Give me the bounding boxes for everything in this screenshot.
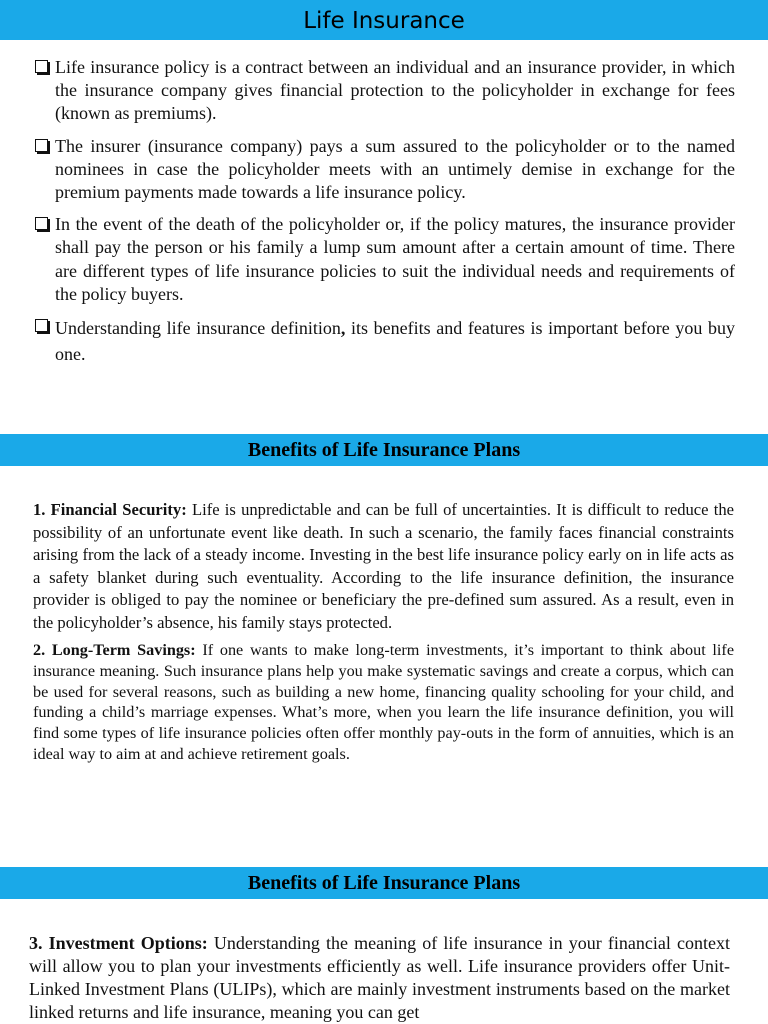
section-heading-banner (0, 867, 768, 899)
section-heading: Benefits of Life Insurance Plans (247, 439, 521, 461)
page-title-banner (0, 0, 768, 40)
section-heading-banner (0, 434, 768, 466)
bullet-text: Life insurance policy is a contract between an individual and an insurance provider, in which the insurance company gives financial protection to the policyholder in exchange for fees (known as premiums). (55, 57, 735, 124)
bullet-text-bold: , (340, 318, 346, 339)
bullet-text: The insurer (insurance company) pays a sum assured to the policyholder or to the named nominees in case the policyholder meets with an untimely demise in exchange for the premium payments made towards a life insurance policy. (55, 135, 735, 203)
benefit-heading: 3. Investment Options: (29, 933, 208, 953)
benefit-text: Understanding the meaning of life insurance in your financial context will allow you to plan your investments efficiently as well. Life insurance providers offer Unit-Linked Investment Plans (ULIPs), which are mainly investment instruments based on the market linked returns and life insurance, meaning you can get (29, 933, 731, 1022)
list-item (33, 213, 735, 306)
bullet-text: In the event of the death of the policyholder or, if the policy matures, the insurance provider shall pay the person or his family a lump sum amount after a certain amount of time. There are different types of life insurance policies to suit the individual needs and requirements of the policy buyers. (55, 214, 735, 304)
checkbox-bullet-icon (35, 319, 48, 332)
list-item (33, 315, 735, 367)
benefit-paragraph-financial-security (33, 499, 734, 635)
benefit-heading: 2. Long-Term Savings: (33, 641, 196, 659)
checkbox-bullet-icon (35, 60, 48, 73)
benefit-text: If one wants to make long-term investments, it’s important to think about life insurance meaning. Such insurance plans help you make systematic savings and create a corpus, which can be used for several reasons, such as building a new home, financing quality schooling for your child, and funding a child’s marriage expenses. What’s more, when you learn the life insurance definition, you will find some types of life insurance policies often offer monthly pay-outs in the form of annuities, which is an ideal way to aim at and achieve retirement goals. (33, 641, 735, 763)
benefit-text: Life is unpredictable and can be full of uncertainties. It is difficult to reduce the possibility of an unfortunate event like death. In such a scenario, the family faces financial constraints arising from the lack of a steady income. Investing in the best life insurance policy early on in life acts as a safety blanket during such eventuality. According to the life insurance definition, the insurance provider is obliged to pay the nominee or beneficiary the pre-defined sum assured. As a result, even in the policyholder’s absence, his family stays protected. (33, 500, 734, 632)
intro-bullet-list (33, 56, 735, 376)
section-heading: Benefits of Life Insurance Plans (247, 872, 521, 894)
list-item (33, 135, 735, 205)
page-title: Life Insurance (303, 8, 465, 34)
benefit-heading: 1. Financial Security: (33, 500, 187, 519)
benefit-paragraph-investment-options (29, 932, 730, 1024)
checkbox-bullet-icon (35, 139, 48, 152)
list-item (33, 56, 735, 126)
checkbox-bullet-icon (35, 217, 48, 230)
benefit-paragraph-long-term-savings (33, 640, 734, 765)
bullet-text: Understanding life insurance definition (55, 318, 341, 339)
bullet-text: its benefits and features is important before you buy one. (55, 318, 735, 365)
